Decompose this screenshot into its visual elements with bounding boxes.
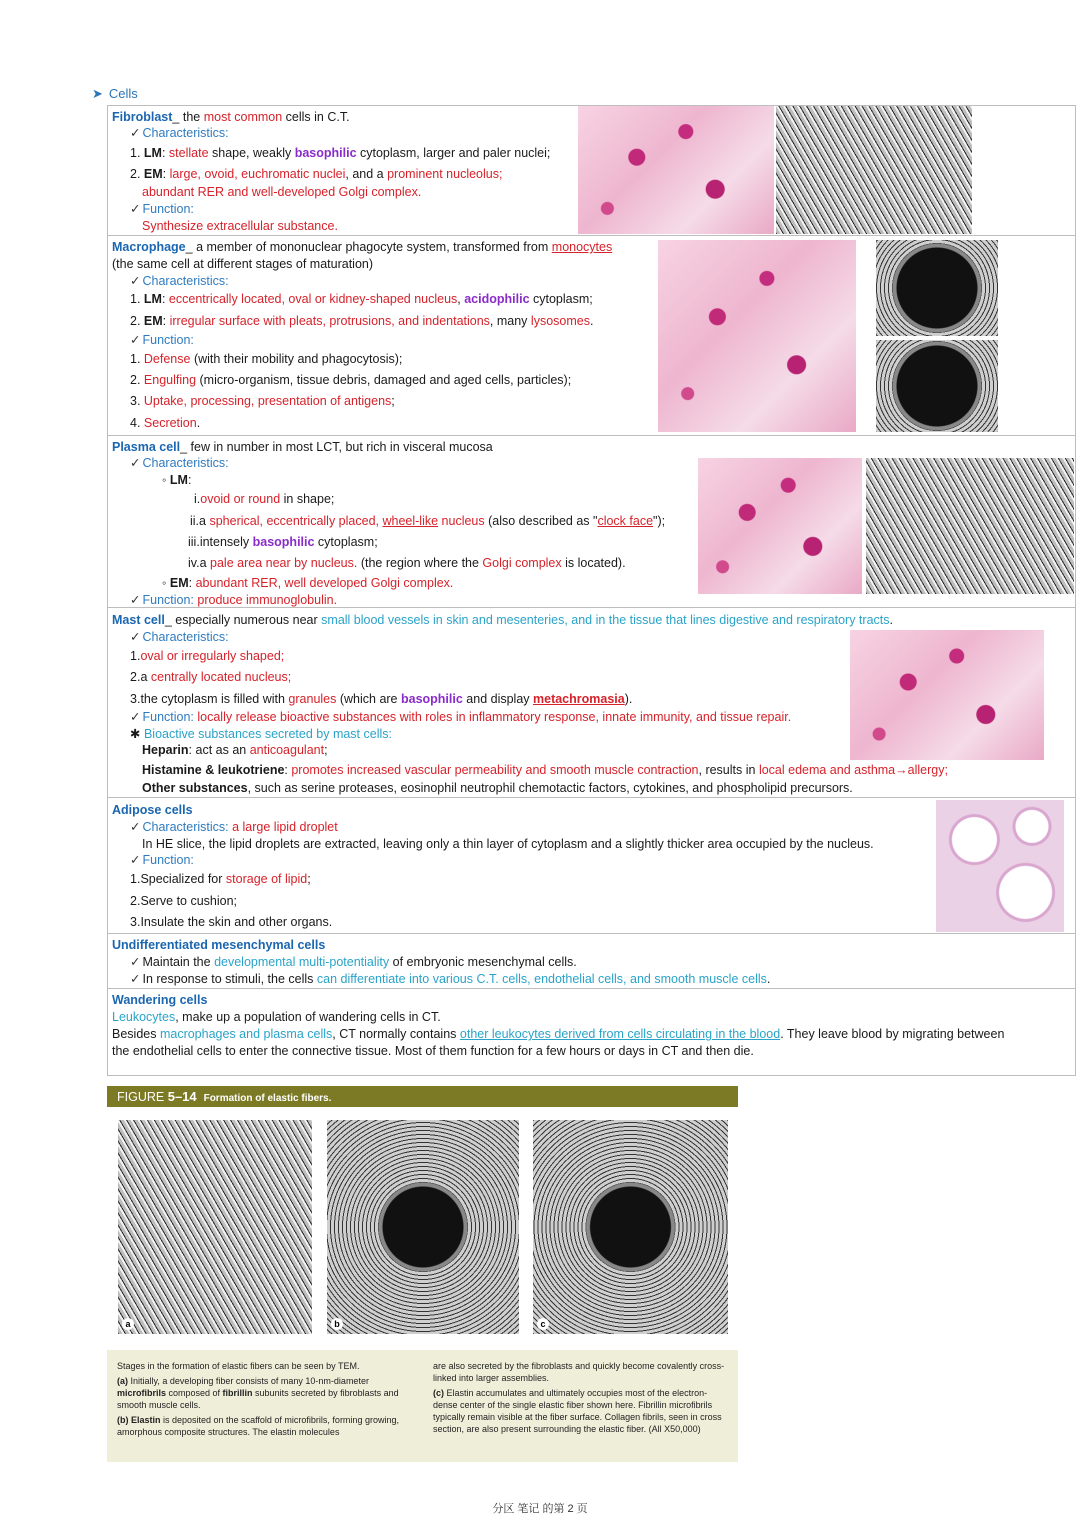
mesenchymal-section [107,933,1076,989]
mast-section [107,607,1076,798]
arrow-bullet-icon: ➤ [92,86,103,101]
panel-a-label: a [122,1318,134,1330]
panel-c-label: c [537,1318,549,1330]
plasma-lm-iv: iv.a pale area near by nucleus. (the region where the Golgi complex is located). [188,556,626,570]
fibroblast-lm: 1. LM: stellate shape, weakly basophilic cytoplasm, larger and paler nuclei; [130,146,551,160]
mesenchymal-title: Undifferentiated mesenchymal cells [112,938,326,952]
mast-c1: 1.oval or irregularly shaped; [130,649,285,663]
adipose-f2: 2.Serve to cushion; [130,894,238,908]
mast-intro: Mast cell_ especially numerous near small blood vessels in skin and mesenteries, and in the tissue that lines digestive and respiratory tracts. [112,613,893,627]
fibroblast-function: ✓ Function: [130,201,194,217]
figure-panel-a [118,1120,312,1334]
macrophage-em: 2. EM: irregular surface with pleats, protrusions, and indentations, many lysosomes. [130,314,594,328]
asterisk-bullet-icon: ✱ [130,727,144,741]
mast-lm-micrograph [850,630,1044,760]
mast-characteristics: ✓ Characteristics: [130,629,229,645]
plasma-lm-iii: iii.intensely basophilic cytoplasm; [188,535,378,549]
adipose-f3: 3.Insulate the skin and other organs. [130,915,333,929]
adipose-function: ✓ Function: [130,852,194,868]
plasma-lm-ii: ii.a spherical, eccentrically placed, wheel-like nucleus (also described as "clock face"); [190,514,666,528]
caption-right-column: are also secreted by the fibroblasts and quickly become covalently cross-linked into larger assemblies. (c) Elastin accumulates and ultimately occupies most of the electron-dense center of the single elastic fiber shown here. Fibrillin microfibrils typically remain visible at the fiber surface. Collagen fibrils, seen in cross section, are also present surrounding the elastic fiber. (All X50,000) [433,1361,725,1434]
panel-b-label: b [331,1318,343,1330]
mast-title: Mast cell [112,613,165,627]
macrophage-intro: Macrophage_ a member of mononuclear phagocyte system, transformed from monocytes [112,240,613,254]
mast-heparin: Heparin: act as an anticoagulant; [142,743,328,757]
plasma-title: Plasma cell [112,440,181,454]
macrophage-fn1: 1. Defense (with their mobility and phagocytosis); [130,352,403,366]
macrophage-function: ✓ Function: [130,332,194,348]
plasma-lm-micrograph [698,458,862,594]
macrophage-characteristics: ✓ Characteristics: [130,273,229,289]
mast-c3: 3.the cytoplasm is filled with granules (which are basophilic and display metachromasia). [130,692,633,706]
macrophage-tem-micrograph [876,340,998,432]
fibroblast-section [107,105,1076,236]
macrophage-fn3: 3. Uptake, processing, presentation of antigens; [130,394,395,408]
mast-function: ✓ Function: locally release bioactive substances with roles in inflammatory response, innate immunity, and tissue repair. [130,709,791,725]
plasma-lm: ◦ LM: [162,473,192,487]
caption-left-column: Stages in the formation of elastic fibers can be seen by TEM. (a) Initially, a developing fiber consists of many 10-nm-diameter microfibrils composed of fibrillin subunits secreted by fibroblasts and smooth muscle cells. (b) Elastin is deposited on the scaffold of microfibrils, forming growing, amorphous composite structures. The elastin molecules [117,1361,399,1437]
mesenchymal-l2: ✓ In response to stimuli, the cells can differentiate into various C.T. cells, endothelial cells, and smooth muscle cells. [130,971,770,987]
mesenchymal-l1: ✓ Maintain the developmental multi-potentiality of embryonic mesenchymal cells. [130,954,577,970]
figure-panel-b [327,1120,519,1334]
figure-title-bar [107,1086,738,1107]
figure-panel-c [533,1120,728,1334]
adipose-characteristics: ✓ Characteristics: a large lipid droplet [130,819,338,835]
fibroblast-intro: Fibroblast_ the most common cells in C.T. [112,110,350,124]
macrophage-fn2: 2. Engulfing (micro-organism, tissue debris, damaged and aged cells, particles); [130,373,572,387]
plasma-em: ◦ EM: abundant RER, well developed Golgi complex. [162,576,454,590]
macrophage-fn4: 4. Secretion. [130,416,201,430]
plasma-lm-i: i.ovoid or round in shape; [194,492,335,506]
adipose-f1: 1.Specialized for storage of lipid; [130,872,311,886]
wandering-l3: the endothelial cells to enter the connective tissue. Most of them function for a few hours or days in CT and then die. [112,1044,754,1058]
mast-bioactive: ✱ Bioactive substances secreted by mast cells: [130,727,392,741]
figure-caption [107,1350,738,1462]
fibroblast-lm-micrograph [578,106,774,234]
fibroblast-title: Fibroblast [112,110,173,124]
mast-other: Other substances, such as serine proteases, eosinophil neutrophil chemotactic factors, cytokines, and phospholipid precursors. [142,781,853,795]
fibroblast-fn1: Synthesize extracellular substance. [142,219,338,233]
macrophage-section [107,235,1076,436]
wandering-title: Wandering cells [112,993,208,1007]
adipose-section [107,797,1076,934]
fibroblast-em: 2. EM: large, ovoid, euchromatic nuclei, and a prominent nucleolus; [130,167,503,181]
wandering-l2: Besides macrophages and plasma cells, CT normally contains other leukocytes derived from cells circulating in the blood. They leave blood by migrating between [112,1027,1005,1041]
adipose-he-line: In HE slice, the lipid droplets are extracted, leaving only a thin layer of cytoplasm and a slightly thicker area occupied by the nucleus. [142,837,874,851]
wandering-section [107,988,1076,1076]
wandering-l1: Leukocytes, make up a population of wandering cells in CT. [112,1010,441,1024]
macrophage-lm: 1. LM: eccentrically located, oval or kidney-shaped nucleus, acidophilic cytoplasm; [130,292,593,306]
figure-title: Formation of elastic fibers. [203,1093,332,1104]
fibroblast-characteristics: ✓ Characteristics: [130,125,229,141]
macrophage-lm-micrograph [658,240,856,432]
macrophage-intro-2: (the same cell at different stages of maturation) [112,257,374,271]
page-footer: 分区 笔记 的第 2 页 [492,1503,588,1515]
fibroblast-em-micrograph [776,106,972,234]
figure-number: 5–14 [167,1089,197,1104]
macrophage-sem-micrograph [876,240,998,336]
adipose-lm-micrograph [936,800,1064,932]
macrophage-title: Macrophage [112,240,186,254]
mast-c2: 2.a centrally located nucleus; [130,670,292,684]
plasma-function: ✓ Function: produce immunoglobulin. [130,592,337,608]
plasma-em-micrograph [866,458,1074,594]
mast-histamine: Histamine & leukotriene: promotes increased vascular permeability and smooth muscle contraction, results in local edema and asthma→allergy; [142,763,948,777]
cells-heading: ➤ Cells [92,86,138,101]
plasma-characteristics: ✓ Characteristics: [130,455,229,471]
fibroblast-em-2: abundant RER and well-developed Golgi complex. [142,185,422,199]
figure-label: FIGURE [117,1090,165,1104]
adipose-title: Adipose cells [112,803,193,817]
plasma-intro: Plasma cell_ few in number in most LCT, but rich in visceral mucosa [112,440,493,454]
plasma-section [107,435,1076,608]
